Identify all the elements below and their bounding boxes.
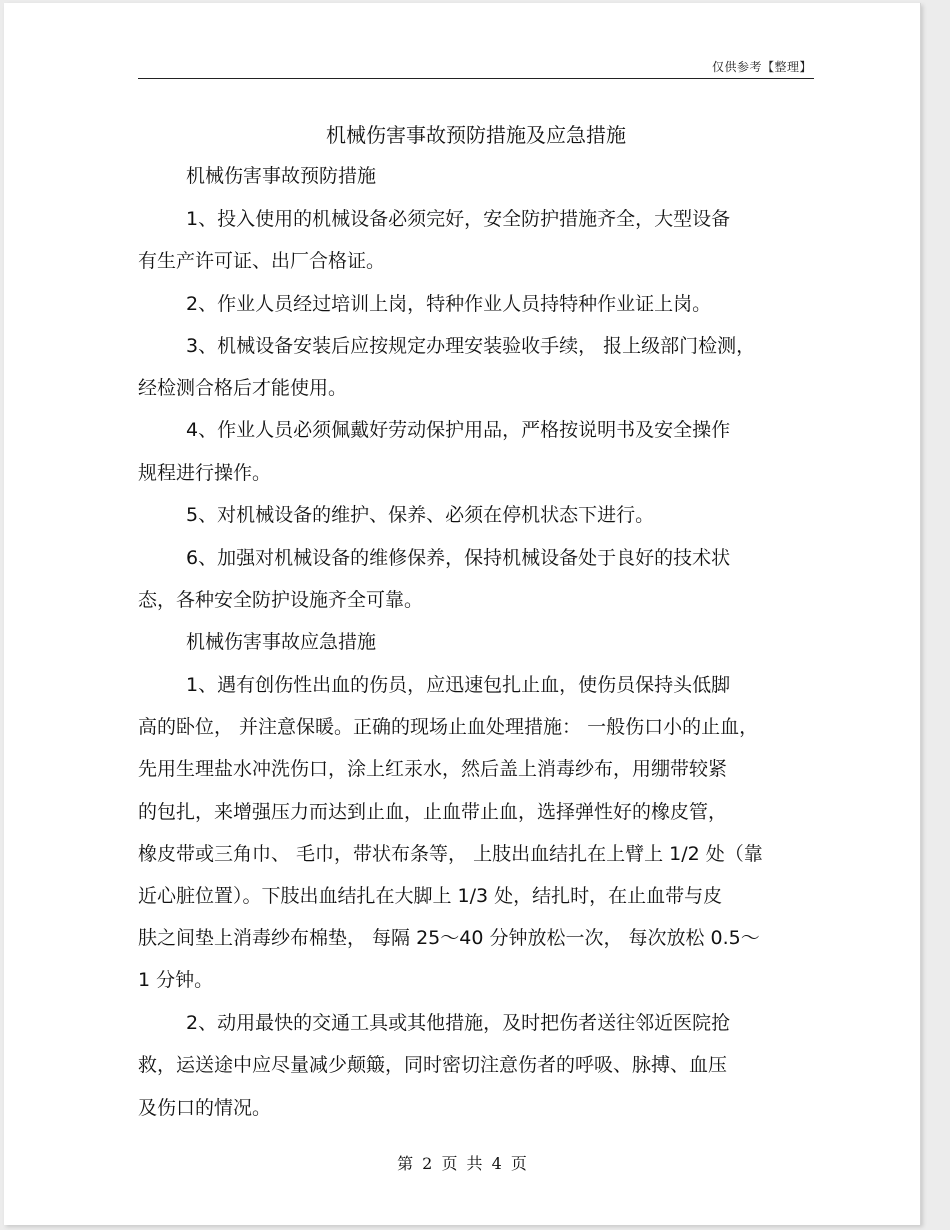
paragraph-line: 的包扎，来增强压力而达到止血，止血带止血，选择弹性好的橡皮管，: [138, 801, 728, 823]
paragraph-line: 态，各种安全防护设施齐全可靠。: [138, 589, 424, 611]
paragraph-line: 及伤口的情况。: [138, 1097, 272, 1119]
header-divider: [138, 78, 814, 79]
paragraph-line: 有生产许可证、出厂合格证。: [138, 250, 386, 272]
document-title: 机械伤害事故预防措施及应急措施: [326, 123, 626, 147]
paragraph-line: 5、对机械设备的维护、保养、必须在停机状态下进行。: [186, 504, 655, 526]
document-page: [4, 3, 921, 1225]
paragraph-line: 近心脏位置）。下肢出血结扎在大脚上 1/3 处，结扎时，在止血带与皮: [138, 885, 723, 907]
paragraph-line: 救，运送途中应尽量减少颠簸，同时密切注意伤者的呼吸、脉搏、血压: [138, 1054, 728, 1076]
paragraph-line: 6、加强对机械设备的维修保养，保持机械设备处于良好的技术状: [186, 547, 731, 569]
paragraph-line: 1、遇有创伤性出血的伤员，应迅速包扎止血，使伤员保持头低脚: [186, 674, 731, 696]
paragraph-line: 先用生理盐水冲洗伤口，涂上红汞水，然后盖上消毒纱布，用绷带较紧: [138, 758, 728, 780]
paragraph-line: 1 分钟。: [138, 969, 214, 991]
paragraph-line: 2、作业人员经过培训上岗，特种作业人员持特种作业证上岗。: [186, 293, 712, 315]
page-footer: 第 2 页 共 4 页: [397, 1154, 527, 1173]
paragraph-line: 规程进行操作。: [138, 462, 272, 484]
paragraph-line: 橡皮带或三角巾、 毛巾，带状布条等， 上肢出血结扎在上臂上 1/2 处（靠: [138, 843, 763, 865]
section-heading: 机械伤害事故应急措施: [186, 631, 377, 653]
paragraph-line: 4、作业人员必须佩戴好劳动保护用品，严格按说明书及安全操作: [186, 419, 731, 441]
paragraph-line: 高的卧位， 并注意保暖。正确的现场止血处理措施： 一般伤口小的止血，: [138, 716, 759, 738]
paragraph-line: 经检测合格后才能使用。: [138, 377, 348, 399]
paragraph-line: 1、投入使用的机械设备必须完好，安全防护措施齐全，大型设备: [186, 208, 731, 230]
page-header: 仅供参考【整理】: [711, 60, 812, 74]
paragraph-line: 肤之间垫上消毒纱布棉垫， 每隔 25～40 分钟放松一次， 每次放松 0.5～: [138, 927, 760, 949]
section-heading: 机械伤害事故预防措施: [186, 165, 377, 187]
paragraph-line: 3、机械设备安装后应按规定办理安装验收手续， 报上级部门检测，: [186, 335, 756, 357]
paragraph-line: 2、动用最快的交通工具或其他措施，及时把伤者送往邻近医院抢: [186, 1012, 731, 1034]
